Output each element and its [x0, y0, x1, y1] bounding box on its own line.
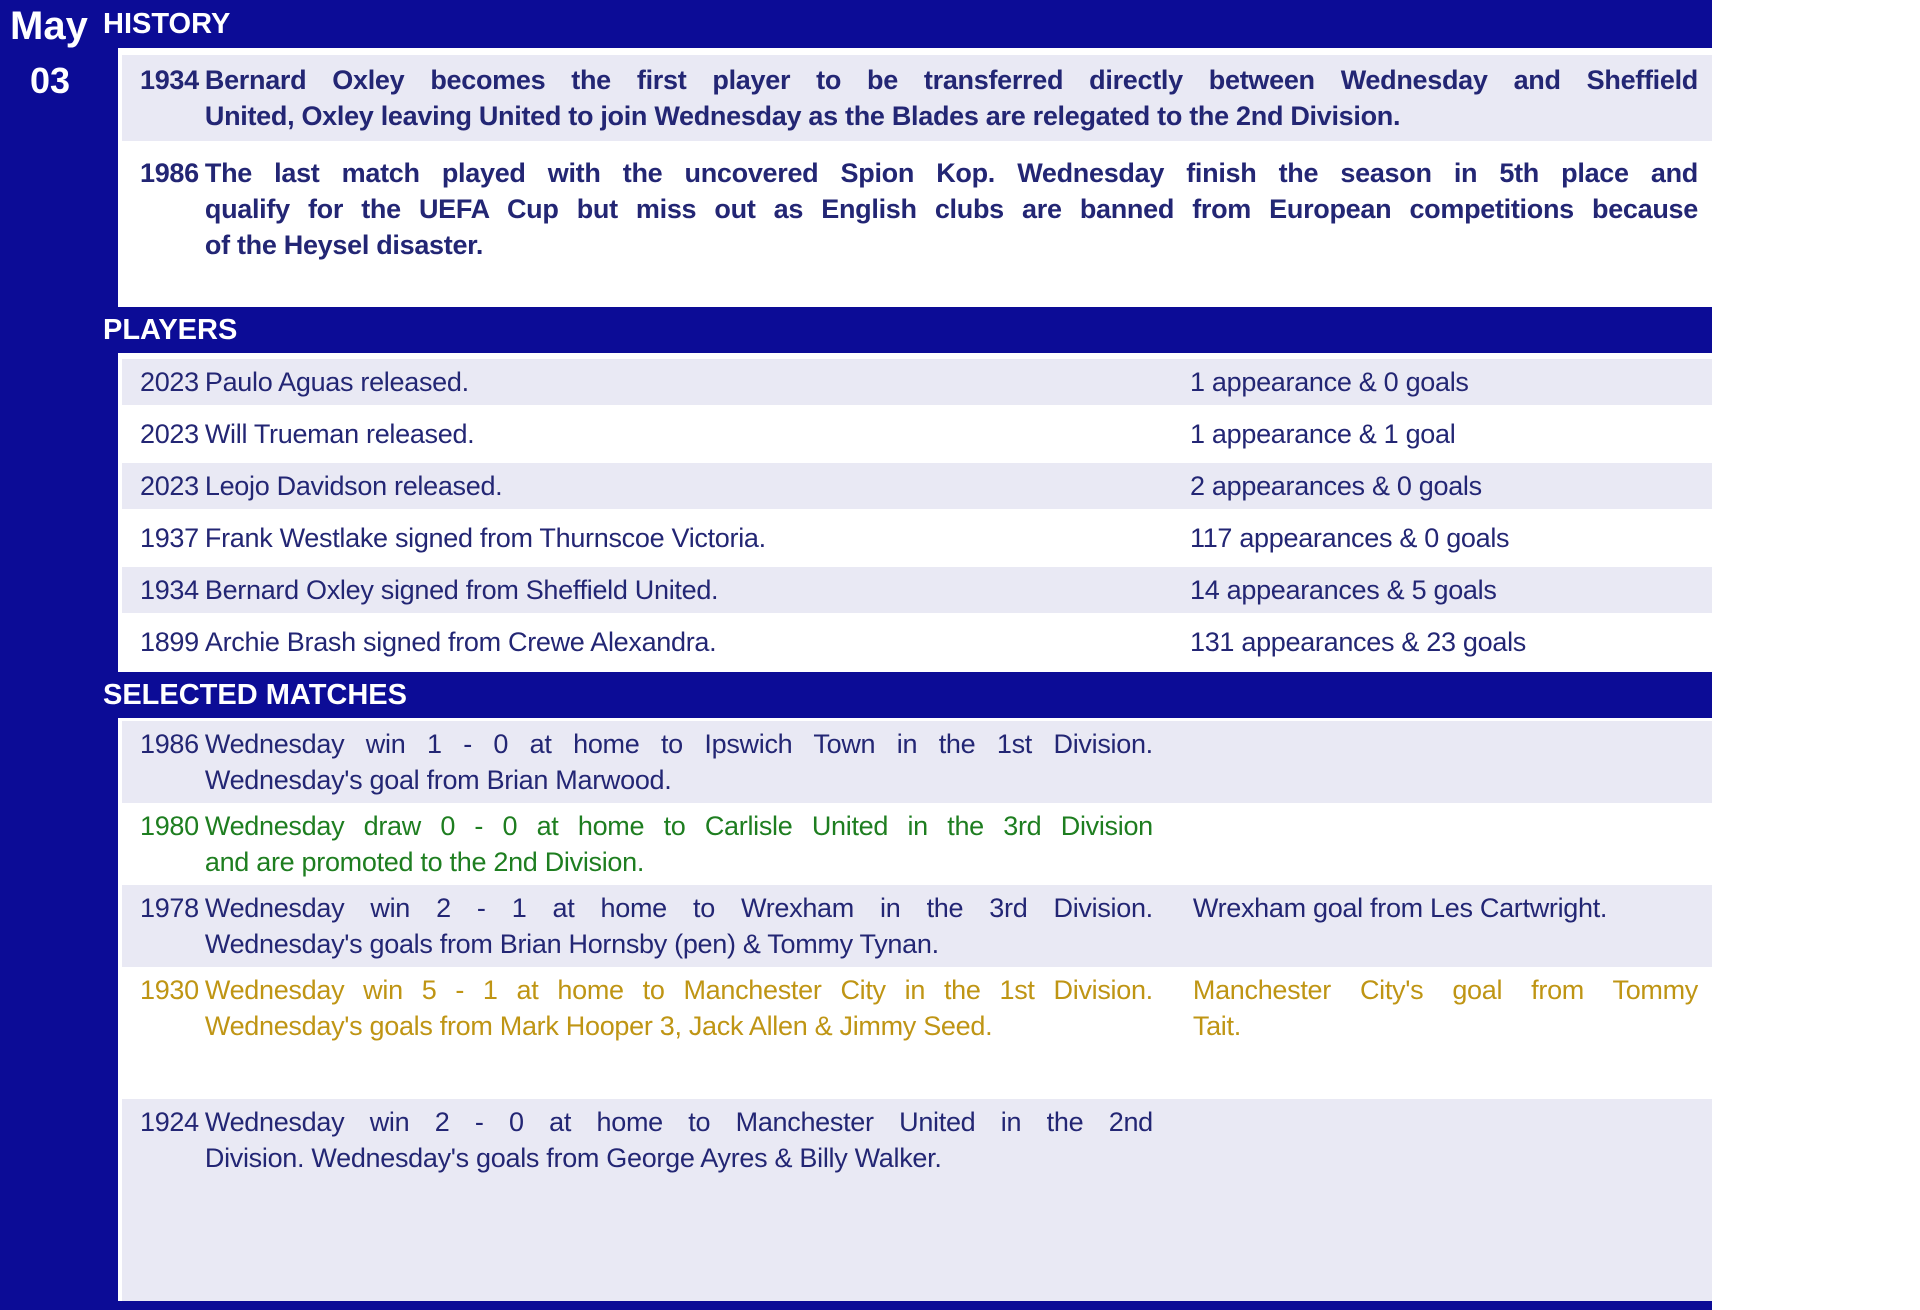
- section-header-history: HISTORY: [0, 0, 1712, 48]
- section-header-players: PLAYERS: [0, 307, 1712, 353]
- entry-year: 1980: [140, 811, 199, 841]
- entry-year: 1986: [140, 158, 199, 188]
- match-row: [122, 803, 1712, 885]
- player-row: [122, 411, 1712, 457]
- bottom-divider-bar: [0, 1301, 1712, 1310]
- player-event: Frank Westlake signed from Thurnscoe Victoria.: [204, 522, 766, 553]
- match-detail: Wednesday win 2 - 1 at home to Wrexham in the 3rd Division. Wednesday's goals from Brian Hornsby (pen) & Tommy Tynan.: [204, 893, 1153, 959]
- player-stats: 131 appearances & 23 goals: [1190, 626, 1526, 657]
- day-label: 03: [30, 60, 71, 101]
- entry-year: 1937: [140, 522, 199, 553]
- player-row: [122, 463, 1712, 509]
- match-row: [122, 1099, 1712, 1301]
- player-row: [122, 567, 1712, 613]
- entry-year: 1978: [140, 893, 199, 923]
- month-label: May: [10, 4, 88, 48]
- opponent-note: [1193, 808, 1712, 880]
- entry-year: 1899: [140, 626, 199, 657]
- player-stats: 117 appearances & 0 goals: [1190, 522, 1510, 553]
- opponent-note: Wrexham goal from Les Cartwright.: [1192, 893, 1608, 923]
- entry-year: 1986: [140, 729, 199, 759]
- player-event: Bernard Oxley signed from Sheffield United.: [204, 574, 719, 605]
- opponent-note: Manchester City's goal from Tommy Tait.: [1192, 975, 1698, 1041]
- match-detail: Wednesday win 2 - 0 at home to Manchester United in the 2nd Division. Wednesday's goals from George Ayres & Billy Walker.: [204, 1107, 1153, 1173]
- section-header-matches: SELECTED MATCHES: [0, 672, 1712, 718]
- player-row: [122, 515, 1712, 561]
- player-event: Leojo Davidson released.: [204, 470, 503, 501]
- player-event: Will Trueman released.: [204, 418, 475, 449]
- history-entry: [122, 148, 1712, 300]
- match-row: [122, 721, 1712, 803]
- match-row: [122, 967, 1712, 1099]
- entry-year: 1924: [140, 1107, 199, 1137]
- opponent-note: [1193, 1104, 1712, 1296]
- opponent-note: [1193, 726, 1712, 798]
- player-row: [122, 619, 1712, 665]
- match-detail: Wednesday win 5 - 1 at home to Manchester City in the 1st Division. Wednesday's goals from Mark Hooper 3, Jack Allen & Jimmy Seed.: [204, 975, 1153, 1041]
- entry-year: 1934: [140, 65, 199, 95]
- entry-year: 2023: [140, 366, 199, 397]
- entry-text: The last match played with the uncovered Spion Kop. Wednesday finish the season in 5th place and qualify for the UEFA Cup but miss out as English clubs are banned from European competitions because of the Heysel disaster.: [204, 158, 1698, 260]
- player-stats: 2 appearances & 0 goals: [1190, 470, 1482, 501]
- entry-year: 2023: [140, 418, 199, 449]
- player-stats: 1 appearance & 0 goals: [1190, 366, 1469, 397]
- match-row: [122, 885, 1712, 967]
- entry-year: 1934: [140, 574, 199, 605]
- player-stats: 1 appearance & 1 goal: [1190, 418, 1456, 449]
- entry-year: 1930: [140, 975, 199, 1005]
- entry-text: Bernard Oxley becomes the first player to be transferred directly between Wednesday and Sheffield United, Oxley leaving United to join Wednesday as the Blades are relegated to the 2nd Division.: [204, 65, 1698, 131]
- player-event: Paulo Aguas released.: [204, 366, 469, 397]
- player-stats: 14 appearances & 5 goals: [1190, 574, 1497, 605]
- player-row: [122, 359, 1712, 405]
- match-detail: Wednesday win 1 - 0 at home to Ipswich Town in the 1st Division. Wednesday's goal from Brian Marwood.: [204, 729, 1153, 795]
- match-detail: Wednesday draw 0 - 0 at home to Carlisle United in the 3rd Division and are promoted to the 2nd Division.: [204, 811, 1153, 877]
- entry-year: 2023: [140, 470, 199, 501]
- history-entry: [122, 55, 1712, 141]
- player-event: Archie Brash signed from Crewe Alexandra.: [204, 626, 717, 657]
